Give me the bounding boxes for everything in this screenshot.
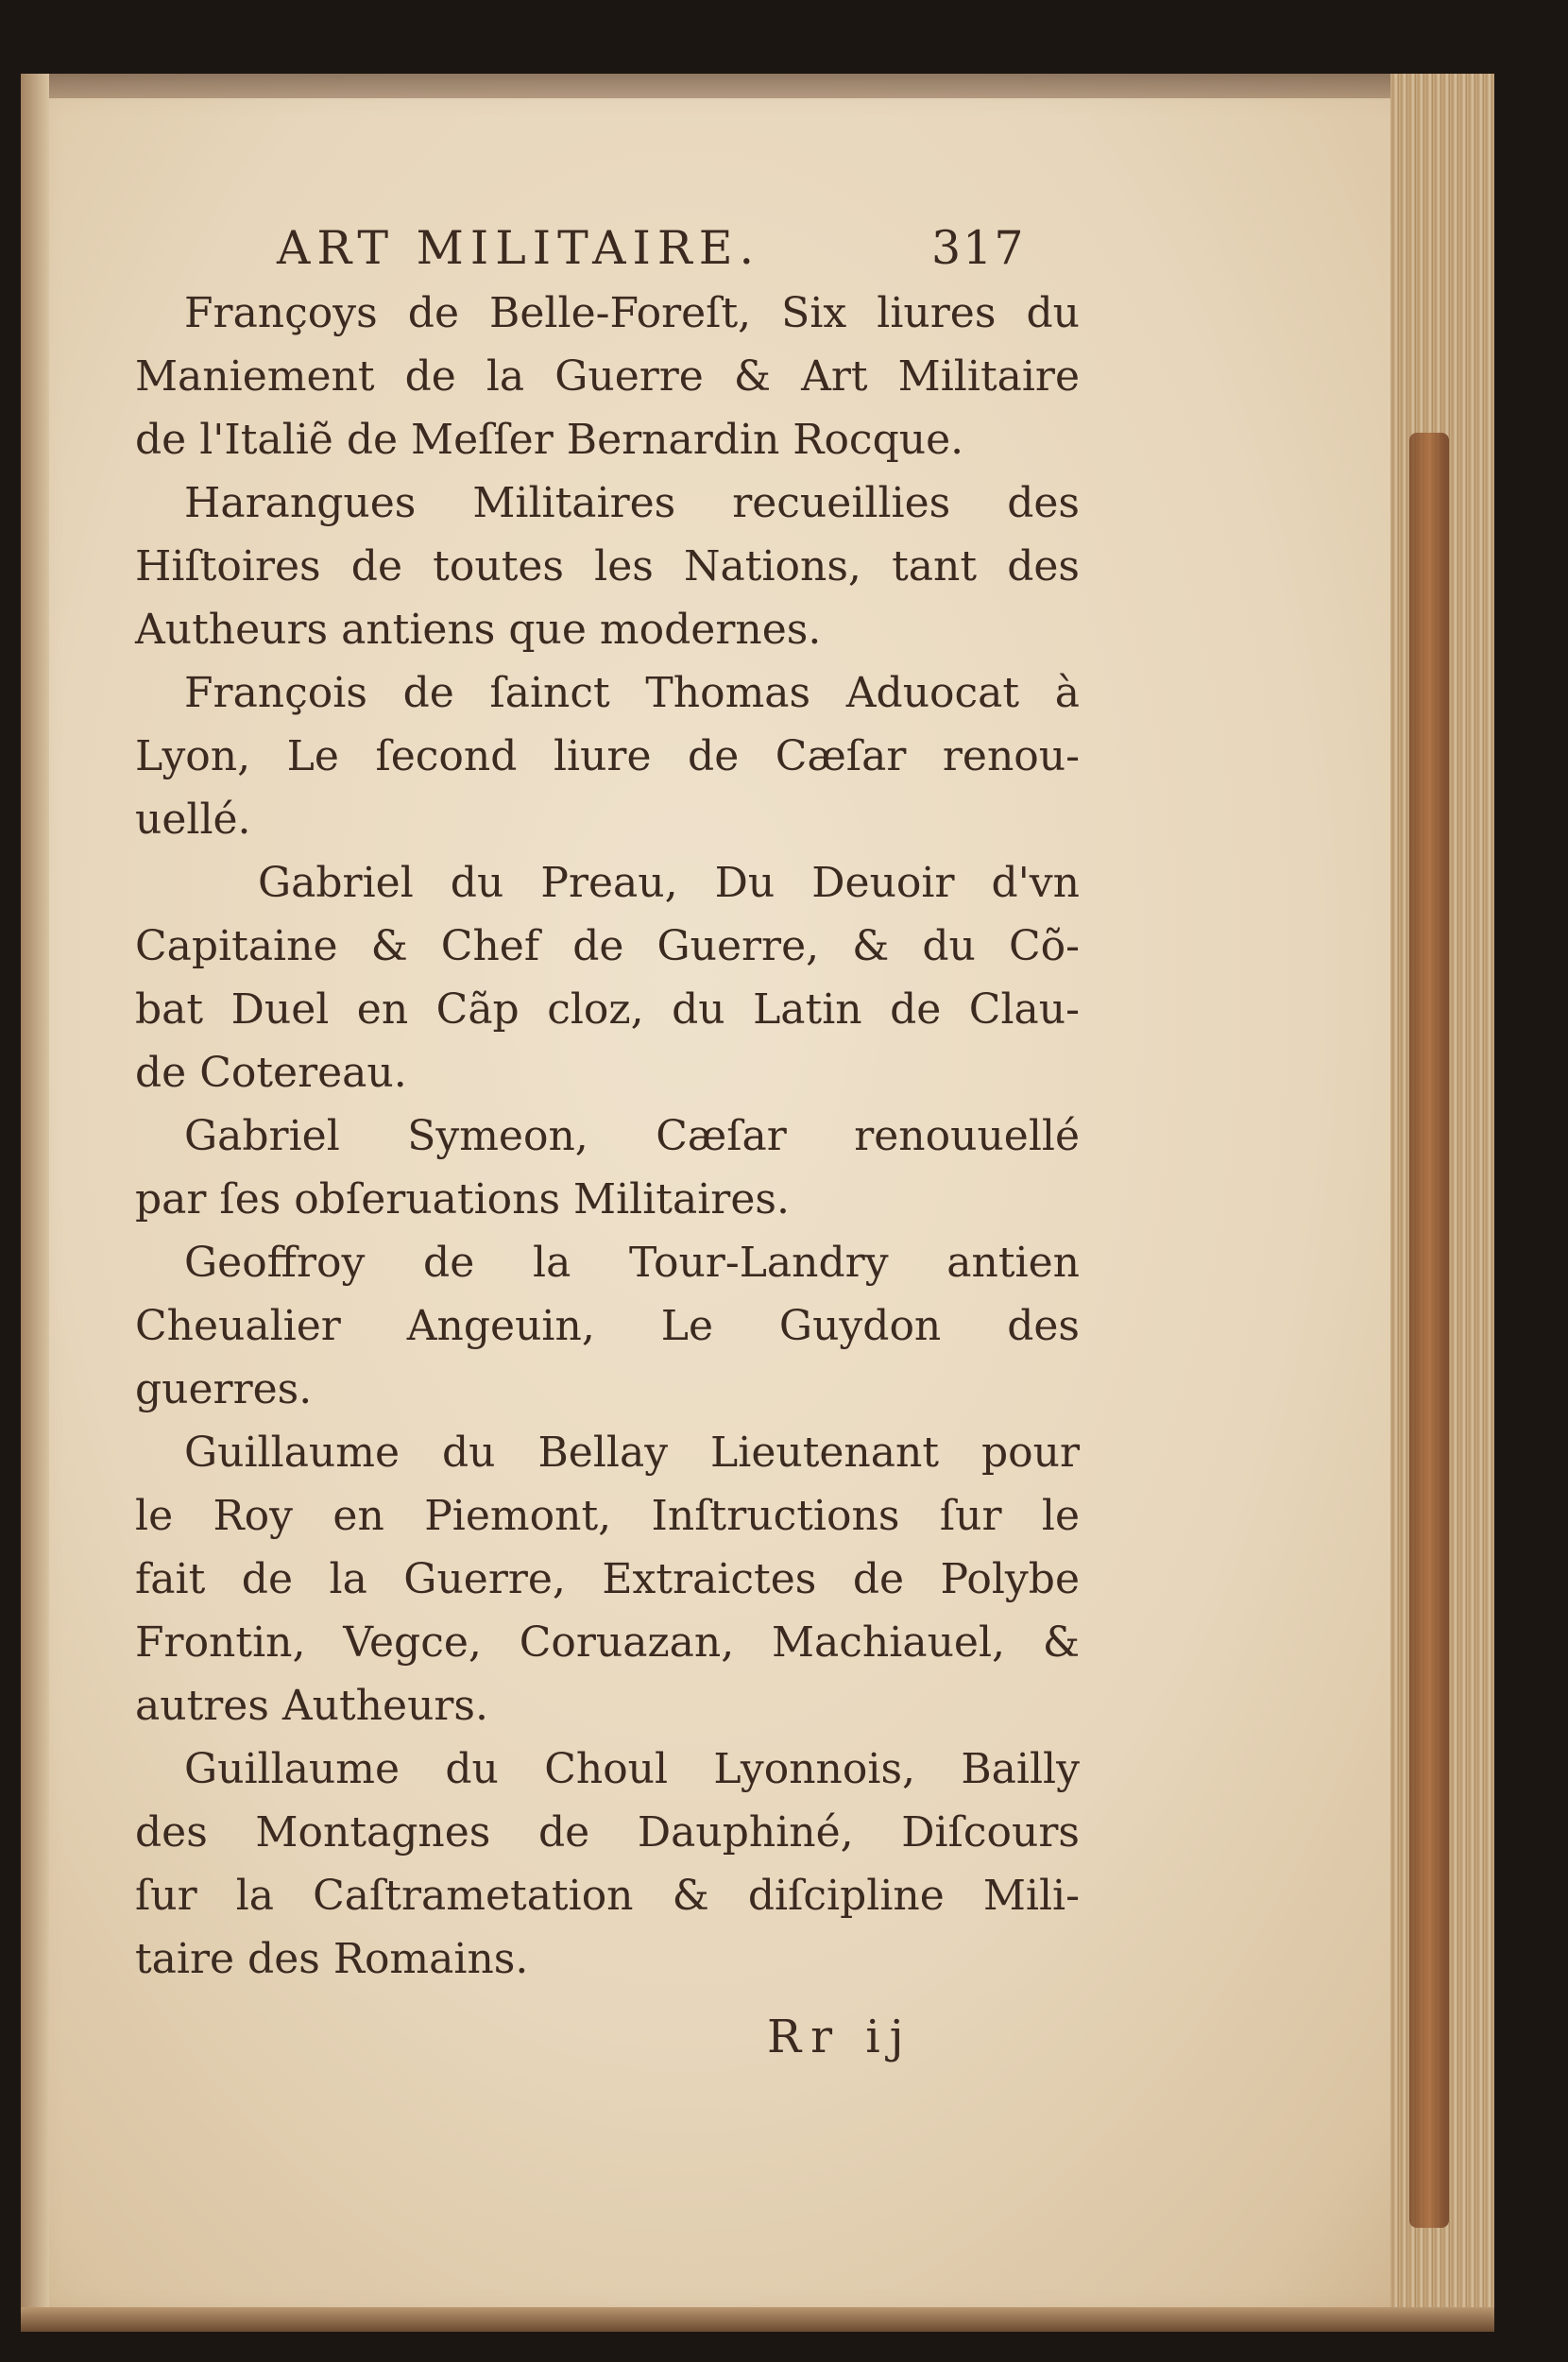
bibliography-entry [135,1737,1080,1991]
entry-line: Hiſtoires de toutes les Nations, tant des [135,542,1080,590]
entry-line: par ſes obſeruations Militaires. [135,1175,790,1224]
binding-strip [1409,433,1449,2228]
bibliography-entry [135,1231,1080,1421]
signature-mark: Rr ij [767,2011,913,2063]
entry-line: Maniement de la Guerre & Art Militaire [135,352,1080,401]
entry-line: guerres. [135,1365,313,1413]
entry-line: ſur la Caſtrametation & diſcipline Mili- [135,1872,1080,1920]
entry-line: de Cotereau. [135,1049,407,1097]
entry-line: Frontin, Vegce, Coruazan, Machiauel, & [135,1618,1080,1667]
entry-line: autres Autheurs. [135,1682,488,1730]
bibliography-list [135,282,1080,1991]
bibliography-entry [135,471,1080,661]
entry-line: Guillaume du Choul Lyonnois, Bailly [184,1745,1080,1793]
entry-line: Cheualier Angeuin, Le Guydon des [135,1302,1080,1350]
entry-line: Gabriel Symeon, Cæſar renouuellé [184,1112,1080,1160]
entry-line: Geoffroy de la Tour-Landry antien [184,1239,1080,1287]
page-top-edge [21,74,1428,98]
entry-line: fait de la Guerre, Extraictes de Polybe [135,1555,1080,1603]
running-head [135,215,1080,282]
page-number: 317 [931,221,1026,275]
entry-line: de l'Italiẽ de Meſſer Bernardin Rocque. [135,416,964,464]
running-title: ART MILITAIRE. [277,221,761,275]
page-gutter-edge [21,74,49,2332]
entry-line: des Montagnes de Dauphiné, Diſcours [135,1808,1080,1857]
entry-line: bat Duel en Cãp cloz, du Latin de Clau- [135,985,1080,1034]
bibliography-entry [135,661,1080,851]
entry-line: Guillaume du Bellay Lieutenant pour [184,1429,1080,1477]
bibliography-entry [135,1104,1080,1231]
entry-line: Autheurs antiens que modernes. [135,606,822,654]
bibliography-entry [135,1421,1080,1737]
entry-line: le Roy en Piemont, Inſtructions ſur le [135,1492,1080,1540]
entry-line: uellé. [135,796,251,844]
entry-line: Harangues Militaires recueillies des [184,479,1080,527]
entry-line: Gabriel du Preau, Du Deuoir d'vn [258,859,1080,907]
bibliography-entry [135,851,1080,1104]
page-bottom-edge [21,2307,1494,2332]
entry-line: taire des Romains. [135,1935,529,1983]
entry-line: François de ſainct Thomas Aduocat à [184,669,1080,717]
entry-line: Capitaine & Chef de Guerre, & du Cõ- [135,922,1080,970]
text-block [135,215,1080,1991]
bibliography-entry [135,282,1080,471]
entry-line: Lyon, Le ſecond liure de Cæſar renou- [135,732,1080,780]
entry-line: Françoys de Belle-Foreſt, Six liures du [184,289,1080,337]
